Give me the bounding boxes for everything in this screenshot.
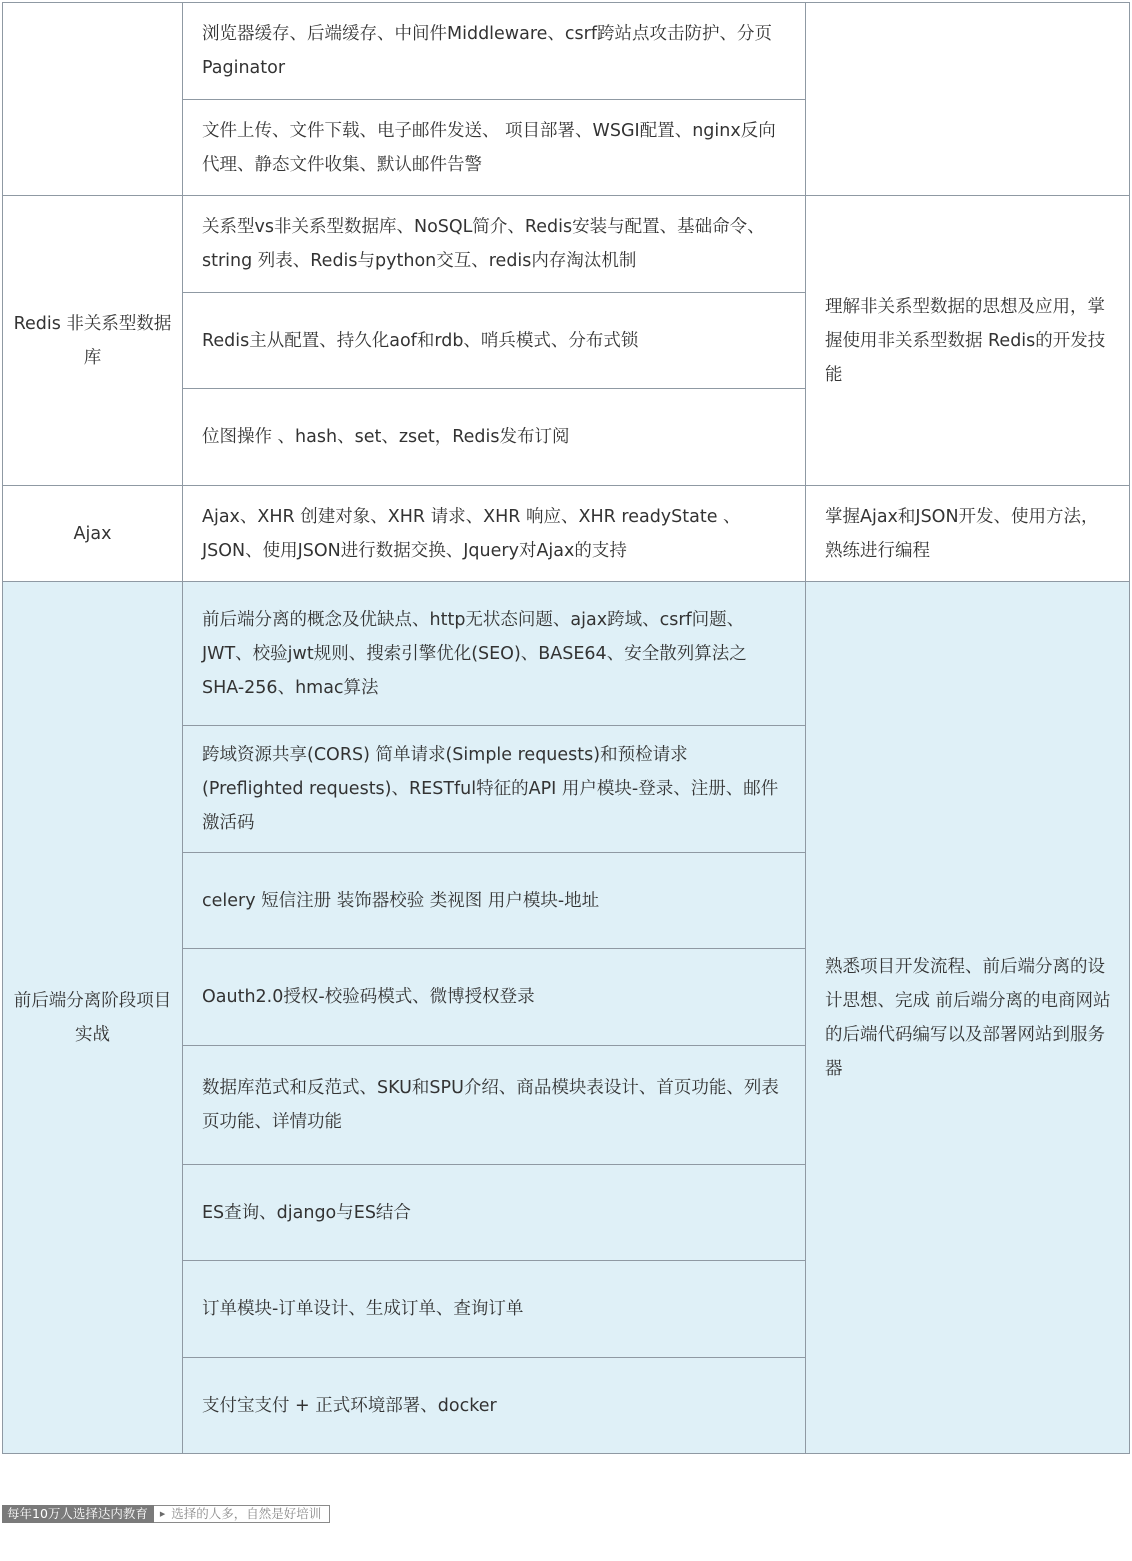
goal-cell-project: 熟悉项目开发流程、前后端分离的设计思想、完成 前后端分离的电商网站的后端代码编写以及部署网站到服务器 bbox=[806, 582, 1130, 1454]
content-cell: 位图操作 、hash、set、zset，Redis发布订阅 bbox=[183, 389, 806, 486]
goal-cell bbox=[806, 3, 1130, 196]
triangle-right-icon: ▶ bbox=[159, 1510, 166, 1518]
table-row bbox=[3, 486, 1130, 582]
footer-slogan: 每年10万人选择达内教育 bbox=[2, 1505, 154, 1523]
goal-cell-redis: 理解非关系型数据的思想及应用，掌握使用非关系型数据 Redis的开发技能 bbox=[806, 196, 1130, 486]
footer-tagline-box bbox=[154, 1505, 330, 1523]
content-cell: ES查询、django与ES结合 bbox=[183, 1165, 806, 1261]
table-row bbox=[3, 3, 1130, 100]
footer-tagline: 选择的人多，自然是好培训 bbox=[171, 1506, 322, 1521]
content-cell: 浏览器缓存、后端缓存、中间件Middleware、csrf跨站点攻击防护、分页Paginator bbox=[183, 3, 806, 100]
footer-banner bbox=[2, 1505, 330, 1523]
content-cell: 数据库范式和反范式、SKU和SPU介绍、商品模块表设计、首页功能、列表页功能、详情功能 bbox=[183, 1046, 806, 1165]
content-cell: 订单模块-订单设计、生成订单、查询订单 bbox=[183, 1261, 806, 1358]
content-cell: 前后端分离的概念及优缺点、http无状态问题、ajax跨域、csrf问题、JWT、校验jwt规则、搜索引擎优化(SEO)、BASE64、安全散列算法之SHA-256、hmac算法 bbox=[183, 582, 806, 726]
topic-cell-ajax: Ajax bbox=[3, 486, 183, 582]
content-cell: 跨域资源共享(CORS) 简单请求(Simple requests)和预检请求(Preflighted requests)、RESTful特征的API 用户模块-登录、注册、邮件激活码 bbox=[183, 726, 806, 853]
table-row bbox=[3, 196, 1130, 293]
table-row bbox=[3, 582, 1130, 726]
goal-cell-ajax: 掌握Ajax和JSON开发、使用方法，熟练进行编程 bbox=[806, 486, 1130, 582]
curriculum-table bbox=[2, 2, 1130, 1454]
content-cell: Oauth2.0授权-校验码模式、微博授权登录 bbox=[183, 949, 806, 1046]
content-cell: 文件上传、文件下载、电子邮件发送、 项目部署、WSGI配置、nginx反向代理、静态文件收集、默认邮件告警 bbox=[183, 100, 806, 196]
content-cell: Redis主从配置、持久化aof和rdb、哨兵模式、分布式锁 bbox=[183, 293, 806, 389]
topic-cell-redis: Redis 非关系型数据库 bbox=[3, 196, 183, 486]
topic-cell-project: 前后端分离阶段项目实战 bbox=[3, 582, 183, 1454]
content-cell: celery 短信注册 装饰器校验 类视图 用户模块-地址 bbox=[183, 853, 806, 949]
content-cell: Ajax、XHR 创建对象、XHR 请求、XHR 响应、XHR readyState 、JSON、使用JSON进行数据交换、Jquery对Ajax的支持 bbox=[183, 486, 806, 582]
topic-cell bbox=[3, 3, 183, 196]
content-cell: 关系型vs非关系型数据库、NoSQL简介、Redis安装与配置、基础命令、string 列表、Redis与python交互、redis内存淘汰机制 bbox=[183, 196, 806, 293]
content-cell: 支付宝支付 + 正式环境部署、docker bbox=[183, 1358, 806, 1454]
